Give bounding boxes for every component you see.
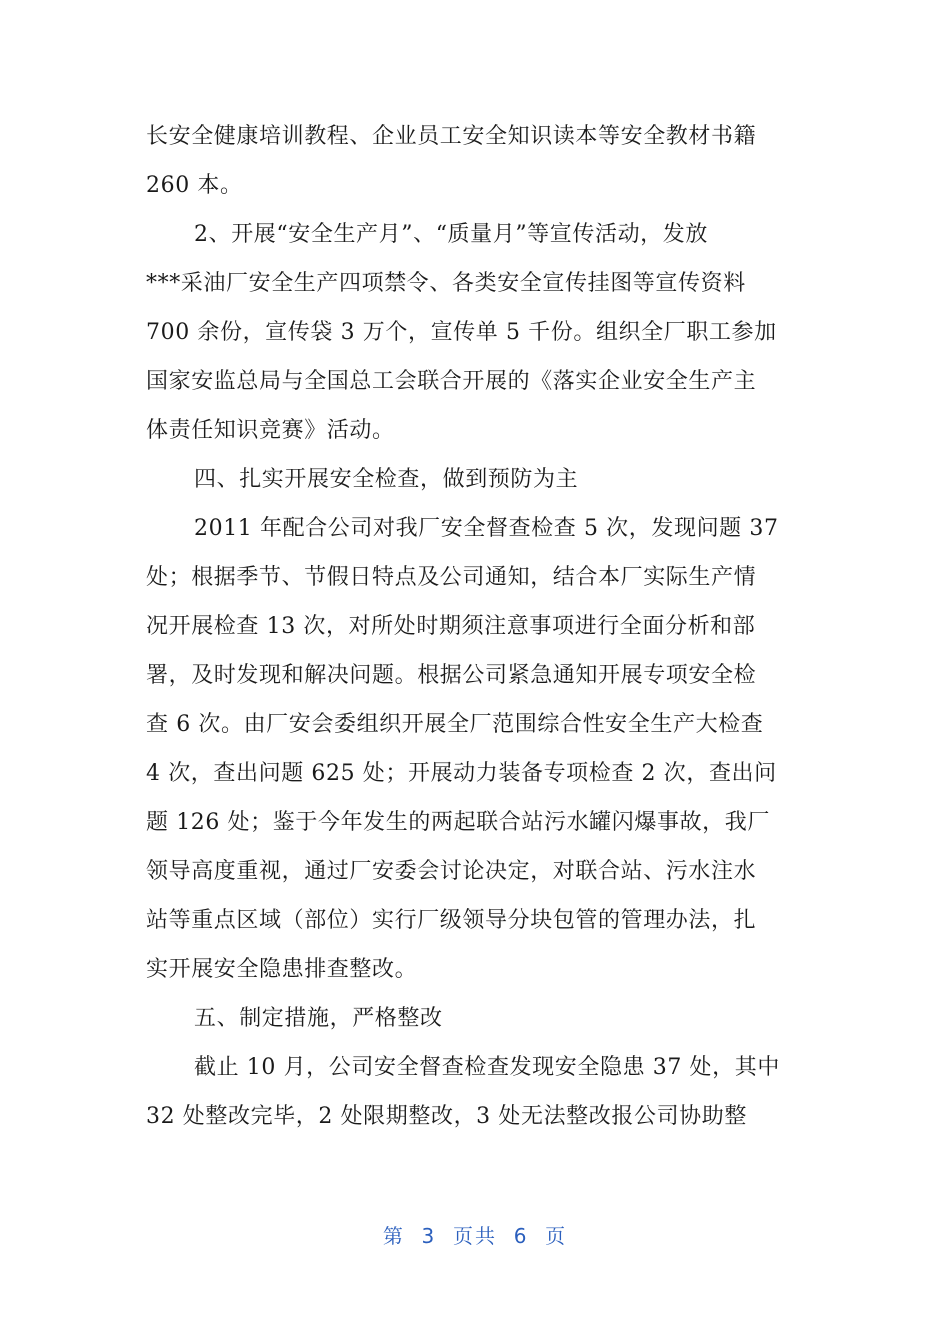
text-line: ***采油厂安全生产四项禁令、各类安全宣传挂图等宣传资料 bbox=[146, 271, 746, 296]
text-line: 署，及时发现和解决问题。根据公司紧急通知开展专项安全检 bbox=[146, 663, 757, 688]
text-line: 260 本。 bbox=[146, 173, 243, 198]
text-line: 2011 年配合公司对我厂安全督查检查 5 次，发现问题 37 bbox=[194, 516, 779, 541]
text-line: 4 次，查出问题 625 处；开展动力装备专项检查 2 次，查出问 bbox=[146, 761, 777, 786]
page-footer bbox=[0, 1220, 950, 1249]
text-line: 领导高度重视，通过厂安委会讨论决定，对联合站、污水注水 bbox=[146, 859, 757, 884]
text-line: 体责任知识竞赛》活动。 bbox=[146, 418, 395, 443]
text-line: 站等重点区域（部位）实行厂级领导分块包管的管理办法，扎 bbox=[146, 908, 757, 933]
text-line: 题 126 处；鉴于今年发生的两起联合站污水罐闪爆事故，我厂 bbox=[146, 810, 770, 835]
text-line: 况开展检查 13 次，对所处时期须注意事项进行全面分析和部 bbox=[146, 614, 756, 639]
text-line: 查 6 次。由厂安会委组织开展全厂范围综合性安全生产大检查 bbox=[146, 712, 764, 737]
text-line: 截止 10 月，公司安全督查检查发现安全隐患 37 处，其中 bbox=[194, 1055, 780, 1080]
text-line: 长安全健康培训教程、企业员工安全知识读本等安全教材书籍 bbox=[146, 124, 757, 149]
text-line: 700 余份，宣传袋 3 万个，宣传单 5 千份。组织全厂职工参加 bbox=[146, 320, 777, 345]
text-line: 实开展安全隐患排查整改。 bbox=[146, 957, 418, 982]
page-number: 第 3 页共 6 页 bbox=[382, 1224, 568, 1248]
text-line: 五、制定措施，严格整改 bbox=[194, 1006, 443, 1031]
text-line: 国家安监总局与全国总工会联合开展的《落实企业安全生产主 bbox=[146, 369, 757, 394]
document-body bbox=[146, 112, 794, 1141]
text-line: 处；根据季节、节假日特点及公司通知，结合本厂实际生产情 bbox=[146, 565, 757, 590]
text-line: 32 处整改完毕，2 处限期整改，3 处无法整改报公司协助整 bbox=[146, 1104, 747, 1129]
text-line: 2、开展“安全生产月”、“质量月”等宣传活动，发放 bbox=[194, 222, 708, 247]
text-line: 四、扎实开展安全检查，做到预防为主 bbox=[194, 467, 579, 492]
